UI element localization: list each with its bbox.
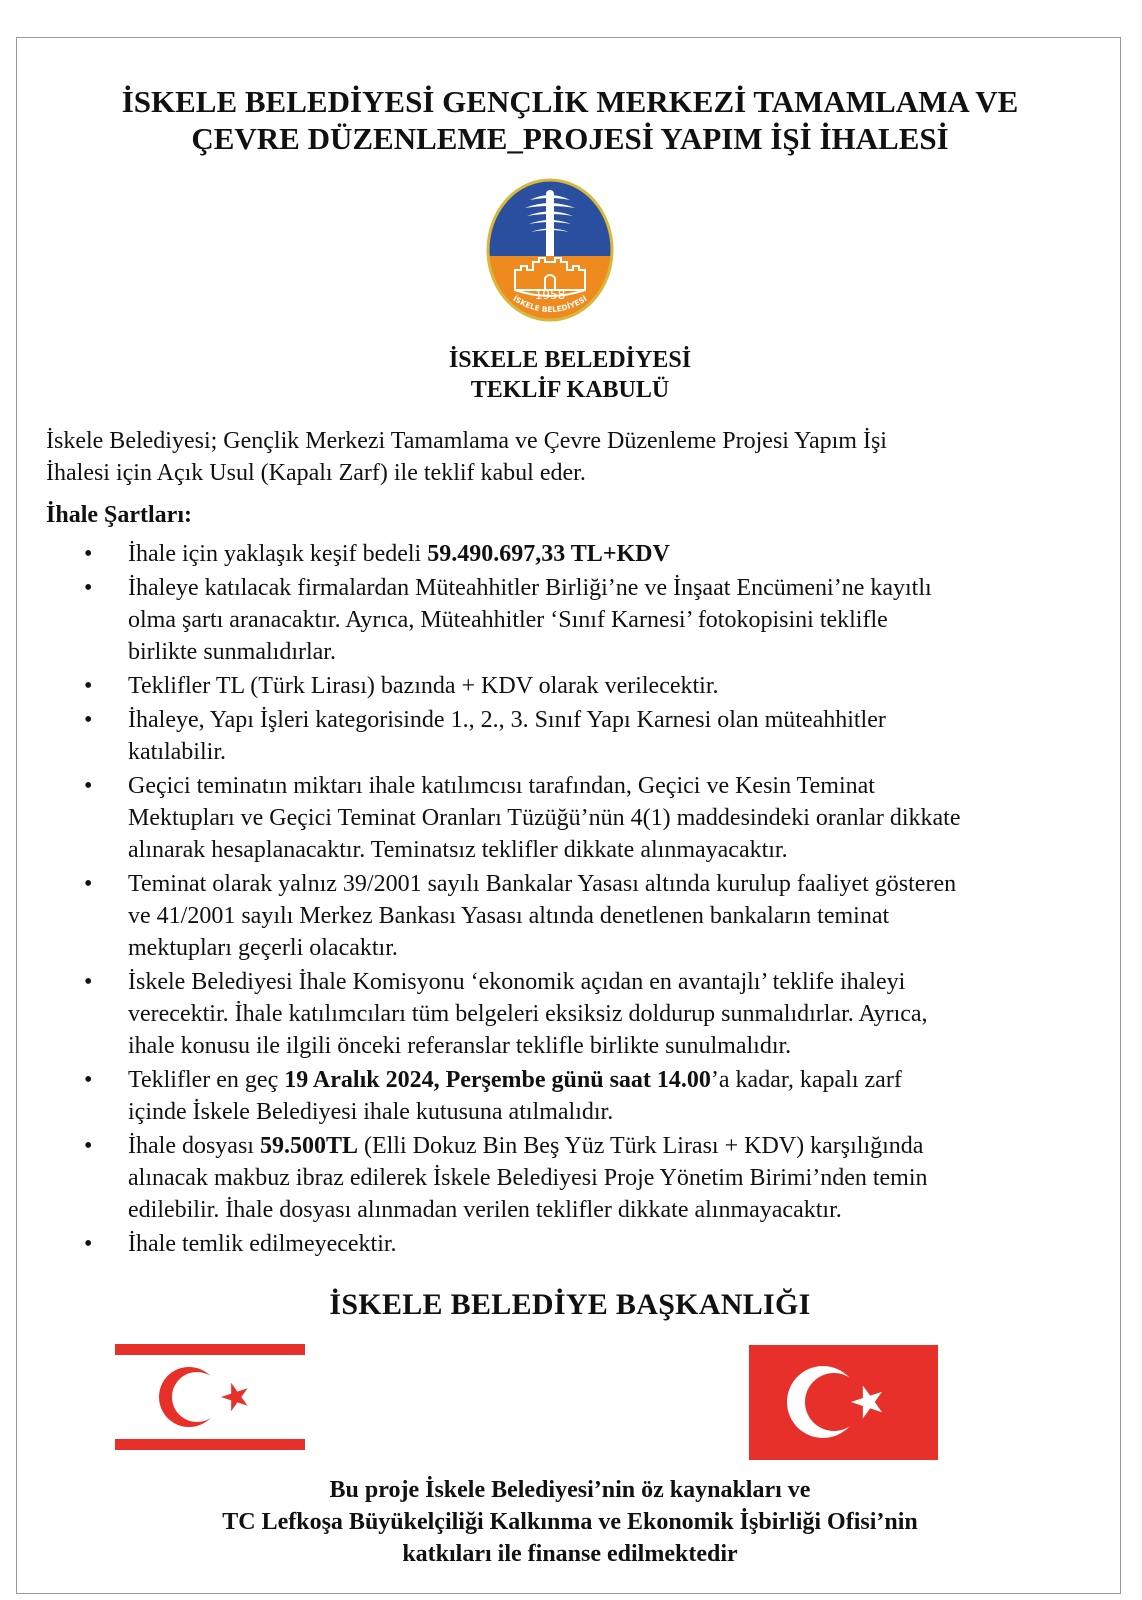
condition-text: (Elli Dokuz Bin Beş Yüz Türk Lirası + KDV) karşılığında bbox=[357, 1133, 924, 1159]
condition-line bbox=[128, 1162, 1086, 1194]
finance-line-2: TC Lefkoşa Büyükelçiliği Kalkınma ve Ekonomik İşbirliği Ofisi’nin bbox=[222, 1509, 918, 1535]
condition-text: verecektir. İhale katılımcıları tüm belgeleri eksiksiz doldurup sunmalıdırlar. Ayrıca, bbox=[128, 1001, 928, 1027]
finance-note bbox=[40, 1474, 1100, 1570]
logo-ring-text: İSKELE BELEDİYESİ bbox=[511, 293, 589, 315]
condition-emphasis: 19 Aralık 2024, Perşembe günü saat 14.00 bbox=[284, 1067, 711, 1093]
condition-text: İhaleye, Yapı İşleri kategorisinde 1., 2., 3. Sınıf Yapı Karnesi olan müteahhitler bbox=[128, 707, 886, 733]
document-title bbox=[40, 83, 1100, 157]
condition-text: olma şartı aranacaktır. Ayrıca, Müteahhitler ‘Sınıf Karnesi’ fotokopisini teklifle bbox=[128, 607, 888, 633]
condition-line bbox=[128, 704, 1086, 736]
condition-text: Teklifler TL (Türk Lirası) bazında + KDV olarak verilecektir. bbox=[128, 673, 719, 699]
condition-item bbox=[46, 1064, 1086, 1128]
condition-text: İhale için yaklaşık keşif bedeli bbox=[128, 541, 428, 567]
finance-line-3: katkıları ile finanse edilmektedir bbox=[402, 1541, 738, 1567]
presidency-title: İSKELE BELEDİYE BAŞKANLIĞI bbox=[329, 1288, 811, 1321]
condition-line bbox=[128, 998, 1086, 1030]
condition-item bbox=[46, 572, 1086, 668]
condition-line bbox=[128, 538, 1086, 570]
condition-line bbox=[128, 932, 1086, 964]
condition-item bbox=[46, 966, 1086, 1062]
condition-line bbox=[128, 770, 1086, 802]
condition-emphasis: 59.500TL bbox=[259, 1133, 358, 1159]
condition-line bbox=[128, 604, 1086, 636]
condition-line bbox=[128, 1228, 1086, 1260]
condition-text: alınacak makbuz ibraz edilerek İskele Belediyesi Proje Yönetim Birimi’nden temin bbox=[128, 1165, 928, 1191]
condition-text: ve 41/2001 sayılı Merkez Bankası Yasası altında denetlenen bankaların teminat bbox=[128, 903, 890, 929]
condition-line bbox=[128, 636, 1086, 668]
intro-paragraph bbox=[46, 425, 1086, 489]
condition-line bbox=[128, 670, 1086, 702]
condition-text: katılabilir. bbox=[128, 739, 226, 765]
notice-header bbox=[40, 345, 1100, 405]
condition-line bbox=[128, 1130, 1086, 1162]
condition-text: İhale dosyası bbox=[128, 1133, 260, 1159]
trnc-flag-icon bbox=[115, 1342, 305, 1452]
notice-subtitle: TEKLİF KABULÜ bbox=[470, 377, 670, 403]
condition-text: birlikte sunmalıdırlar. bbox=[128, 639, 336, 665]
condition-line bbox=[128, 834, 1086, 866]
condition-line bbox=[128, 1096, 1086, 1128]
intro-line-2: İhalesi için Açık Usul (Kapalı Zarf) ile teklif kabul eder. bbox=[46, 460, 586, 486]
org-name: İSKELE BELEDİYESİ bbox=[448, 347, 692, 373]
condition-item bbox=[46, 1130, 1086, 1226]
condition-text: ihale konusu ile ilgili önceki referanslar teklifle birlikte sunulmalıdır. bbox=[128, 1033, 792, 1059]
condition-line bbox=[128, 736, 1086, 768]
condition-line bbox=[128, 900, 1086, 932]
condition-text: ’a kadar, kapalı zarf bbox=[710, 1067, 902, 1093]
condition-text: Teklifler en geç bbox=[128, 1067, 285, 1093]
intro-line-1: İskele Belediyesi; Gençlik Merkezi Tamamlama ve Çevre Düzenleme Projesi Yapım İşi bbox=[46, 428, 887, 454]
condition-text: Teminat olarak yalnız 39/2001 sayılı Bankalar Yasası altında kurulup faaliyet gösteren bbox=[128, 871, 957, 897]
condition-item bbox=[46, 1228, 1086, 1260]
condition-line bbox=[128, 966, 1086, 998]
condition-line bbox=[128, 802, 1086, 834]
condition-text: edilebilir. İhale dosyası alınmadan verilen teklifler dikkate alınmayacaktır. bbox=[128, 1197, 842, 1223]
turkey-flag-icon bbox=[749, 1345, 938, 1460]
condition-line bbox=[128, 1064, 1086, 1096]
condition-line bbox=[128, 572, 1086, 604]
condition-text: Geçici teminatın miktarı ihale katılımcısı tarafından, Geçici ve Kesin Teminat bbox=[128, 773, 875, 799]
condition-line bbox=[128, 868, 1086, 900]
condition-line bbox=[128, 1030, 1086, 1062]
condition-item bbox=[46, 670, 1086, 702]
condition-item bbox=[46, 538, 1086, 570]
condition-item bbox=[46, 770, 1086, 866]
condition-line bbox=[128, 1194, 1086, 1226]
condition-text: mektupları geçerli olacaktır. bbox=[128, 935, 398, 961]
condition-text: İskele Belediyesi İhale Komisyonu ‘ekonomik açıdan en avantajlı’ teklife ihaleyi bbox=[128, 969, 906, 995]
condition-text: alınarak hesaplanacaktır. Teminatsız teklifler dikkate alınmayacaktır. bbox=[128, 837, 788, 863]
condition-text: İhaleye katılacak firmalardan Müteahhitler Birliği’ne ve İnşaat Encümeni’ne kayıtlı bbox=[128, 575, 932, 601]
conditions-list bbox=[46, 538, 1086, 1262]
condition-text: İhale temlik edilmeyecektir. bbox=[128, 1231, 397, 1257]
logo-year-text: 1958 bbox=[534, 288, 566, 302]
conditions-heading: İhale Şartları: bbox=[46, 502, 192, 528]
finance-line-1: Bu proje İskele Belediyesi’nin öz kaynakları ve bbox=[329, 1477, 811, 1503]
condition-item bbox=[46, 868, 1086, 964]
municipality-logo bbox=[485, 178, 615, 328]
condition-text: içinde İskele Belediyesi ihale kutusuna atılmalıdır. bbox=[128, 1099, 614, 1125]
title-line-1: İSKELE BELEDİYESİ GENÇLİK MERKEZİ TAMAMLAMA VE bbox=[121, 84, 1019, 119]
condition-emphasis: 59.490.697,33 TL+KDV bbox=[427, 541, 670, 567]
title-line-2: ÇEVRE DÜZENLEME_PROJESİ YAPIM İŞİ İHALESİ bbox=[191, 121, 949, 156]
condition-item bbox=[46, 704, 1086, 768]
condition-text: Mektupları ve Geçici Teminat Oranları Tüzüğü’nün 4(1) maddesindeki oranlar dikkate bbox=[128, 805, 961, 831]
